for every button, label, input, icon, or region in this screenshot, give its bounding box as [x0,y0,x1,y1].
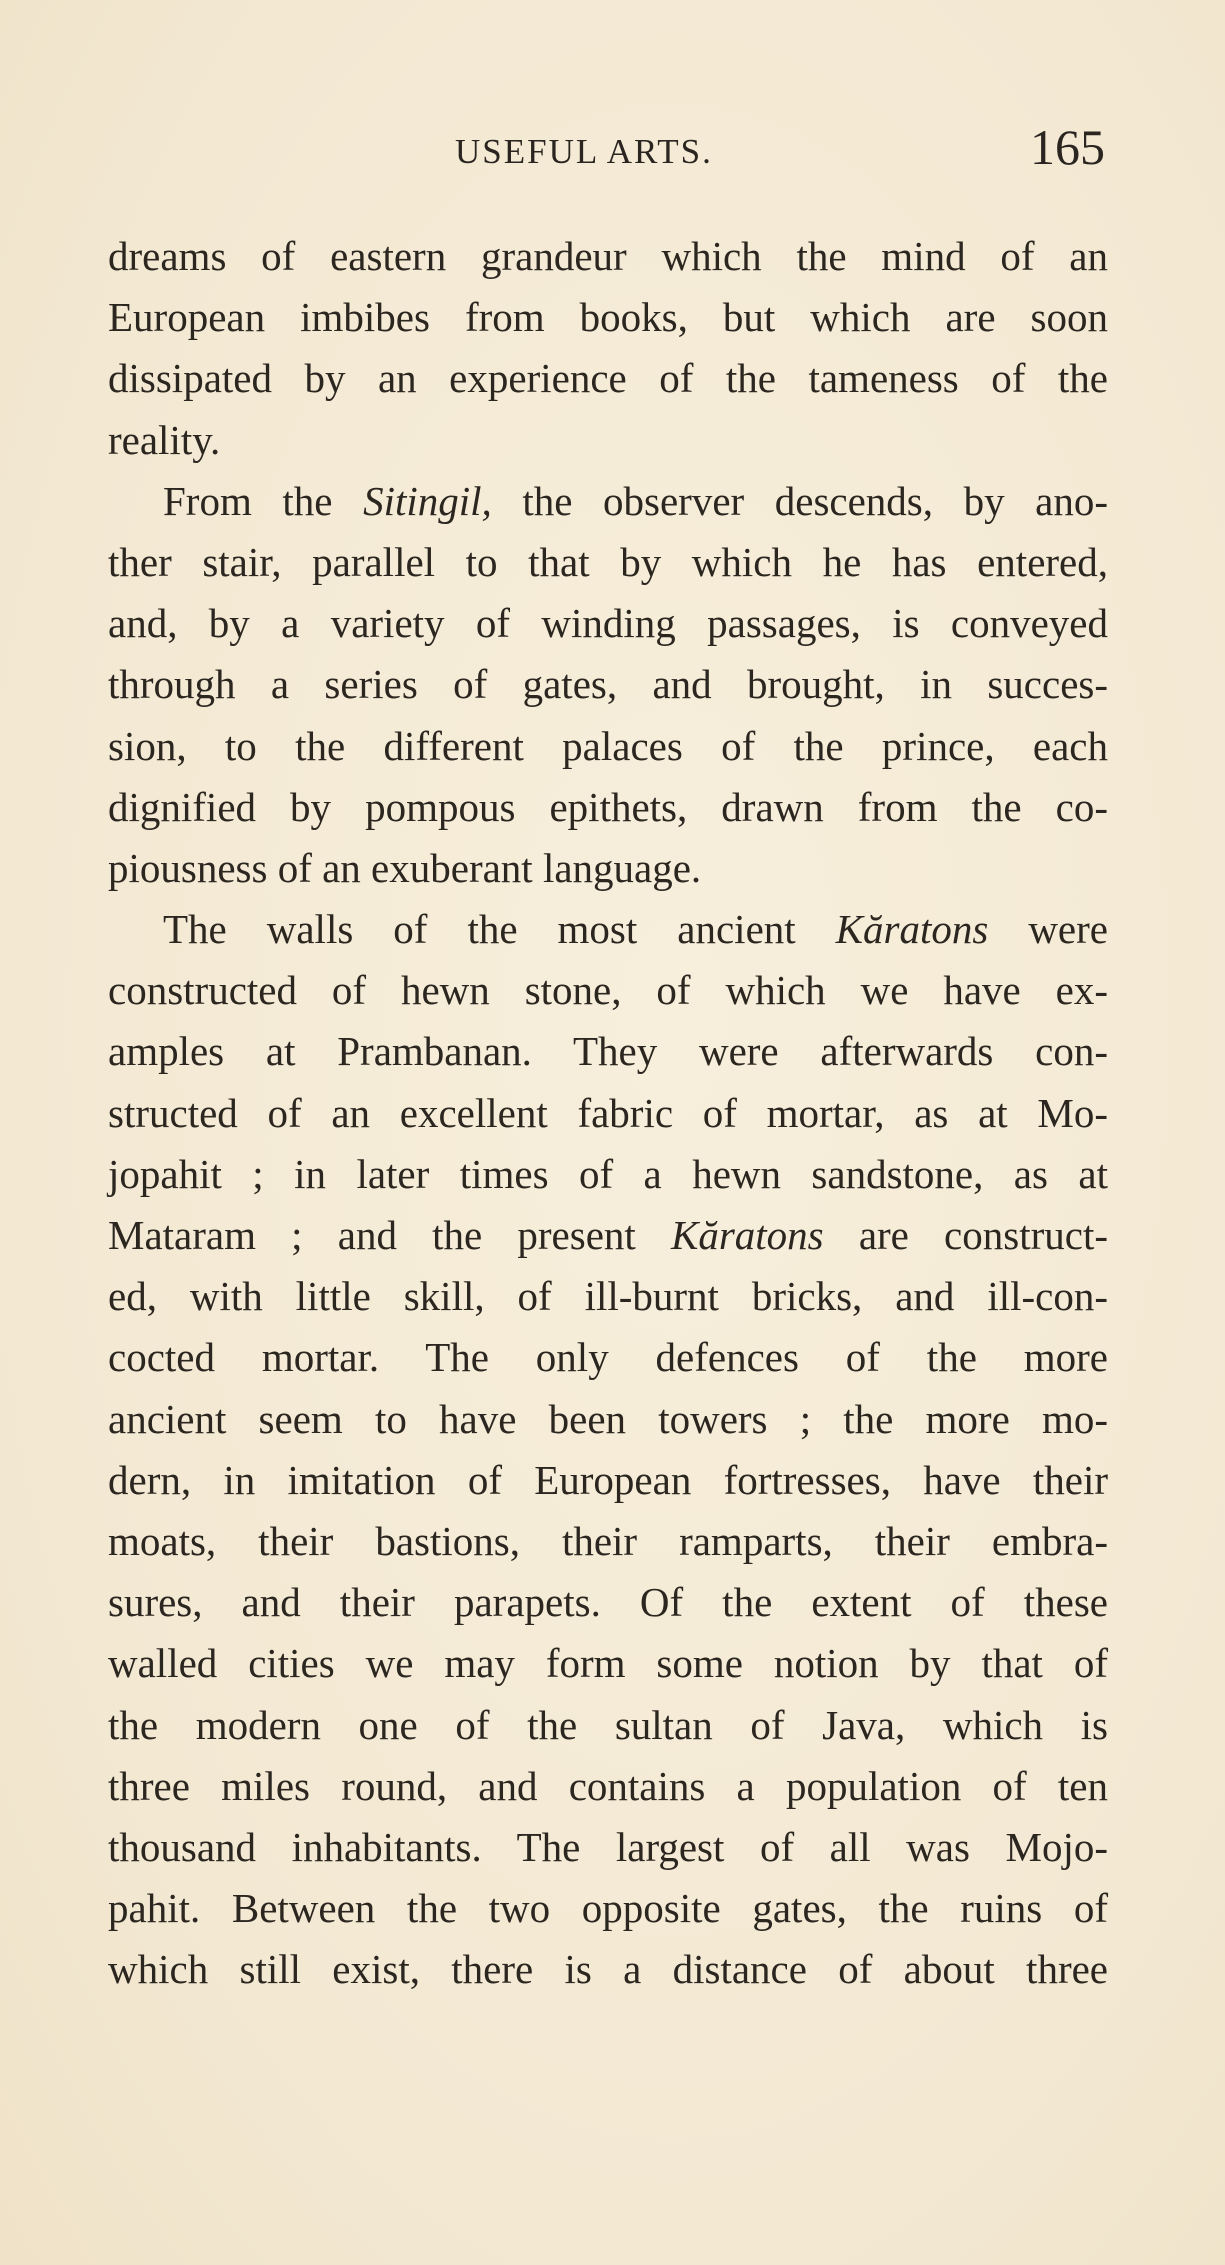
text-line: structed of an excellent fabric of mortar, as at Mo- [108,1089,1108,1136]
text-line: which still exist, there is a distance of about three [108,1946,1108,1993]
text-line: walled cities we may form some notion by that of [108,1640,1108,1687]
text-line: through a series of gates, and brought, in succes- [108,661,1108,708]
text-line: ancient seem to have been towers ; the more mo- [108,1395,1108,1442]
page-number: 165 [1030,119,1105,175]
text-line: ed, with little skill, of ill-burnt bricks, and ill-con- [108,1273,1108,1320]
text-line: dissipated by an experience of the tameness of the [108,355,1108,402]
text-line: amples at Prambanan. They were afterwards con- [108,1028,1108,1075]
text-line: constructed of hewn stone, of which we have ex- [108,967,1108,1014]
running-head: USEFUL ARTS. [455,132,713,171]
text-line: reality. [108,416,221,463]
text-line: European imbibes from books, but which are soon [108,294,1108,341]
text-line: jopahit ; in later times of a hewn sandstone, as at [108,1150,1108,1197]
text-line: and, by a variety of winding passages, is conveyed [108,600,1108,647]
text-line: sion, to the different palaces of the prince, each [108,722,1108,769]
text-line: ther stair, parallel to that by which he has entered, [108,538,1108,585]
text-line: sures, and their parapets. Of the extent of these [108,1579,1108,1626]
text-line: thousand inhabitants. The largest of all was Mojo- [108,1823,1108,1870]
text-line: dreams of eastern grandeur which the mind of an [108,233,1108,279]
text-line: dern, in imitation of European fortresses, have their [108,1456,1108,1503]
text-line: moats, their bastions, their ramparts, their embra- [108,1517,1108,1564]
text-line: three miles round, and contains a population of ten [108,1762,1108,1809]
body-text [108,226,1108,2000]
text-line: the modern one of the sultan of Java, which is [108,1701,1108,1748]
text-line: cocted mortar. The only defences of the more [108,1334,1108,1381]
text-line: pahit. Between the two opposite gates, the ruins of [108,1885,1108,1932]
text-line: From the Sitingil, the observer descends, by ano- [163,477,1108,524]
text-line: dignified by pompous epithets, drawn from the co- [108,783,1108,830]
text-line: Mataram ; and the present Kăratons are construct- [108,1212,1108,1258]
text-line: The walls of the most ancient Kăratons were [163,906,1108,953]
text-line: piousness of an exuberant language. [108,844,702,891]
page-header [0,118,1225,178]
